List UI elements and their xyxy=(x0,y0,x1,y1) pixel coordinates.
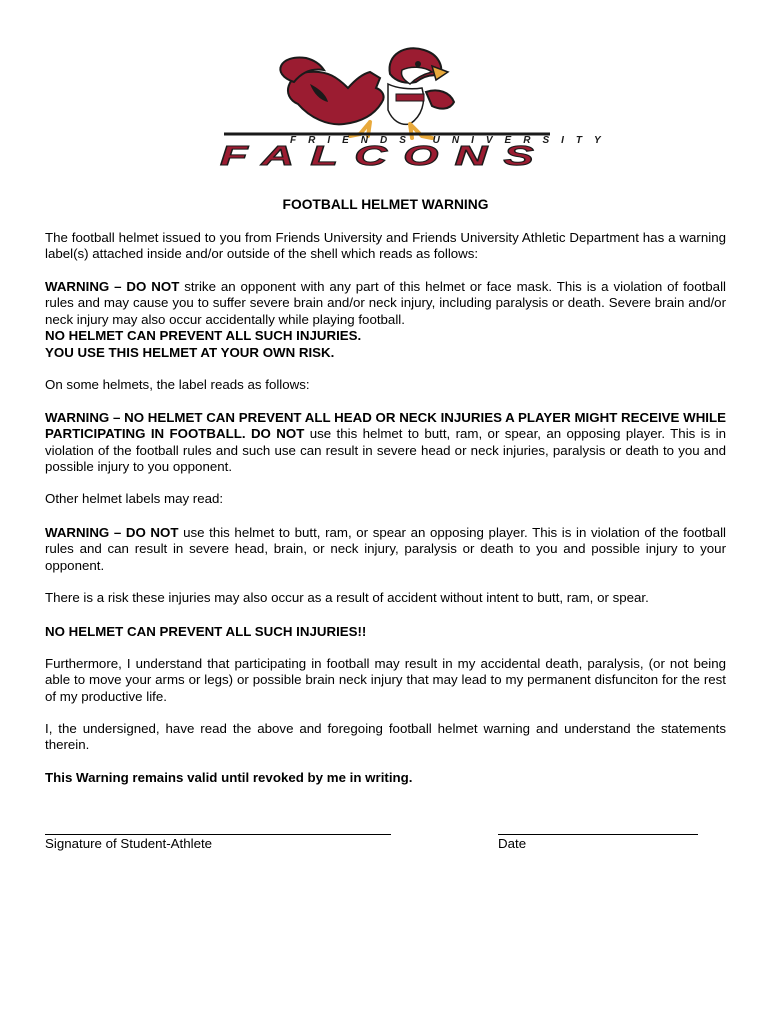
warning-2-paragraph xyxy=(45,410,726,475)
warning-1-line2: NO HELMET CAN PREVENT ALL SUCH INJURIES. xyxy=(45,328,362,343)
no-helmet-statement: NO HELMET CAN PREVENT ALL SUCH INJURIES!! xyxy=(45,624,367,639)
warning-1-lead: WARNING – DO NOT xyxy=(45,279,180,294)
warning-3-paragraph xyxy=(45,525,726,574)
signature-label: Signature of Student-Athlete xyxy=(45,836,213,851)
intro-paragraph: The football helmet issued to you from Friends University and Friends University Athletic Department has a warning label(s) attached inside and/or outside of the shell which reads as follows: xyxy=(45,230,726,262)
warning-1-line3: YOU USE THIS HELMET AT YOUR OWN RISK. xyxy=(45,345,335,360)
warning-3-body: use this helmet to butt, ram, or spear an opposing player. This is in violation of the football rules and can result in severe head, brain, or neck injury, paralysis or death to you and possible injury to your opponent. xyxy=(45,525,726,573)
warning-3-lead: WARNING – DO NOT xyxy=(45,525,179,540)
falcons-logo xyxy=(210,44,613,171)
date-line[interactable] xyxy=(498,834,698,835)
undersigned-paragraph: I, the undersigned, have read the above and foregoing football helmet warning and understand the statements therein. xyxy=(45,721,726,753)
warning-1-body: strike an opponent with any part of this helmet or face mask. This is a violation of football rules and may cause you to suffer severe brain and/or neck injury, including paralysis or death. Severe brain and/or neck injury may also occur accidentally while playing football. xyxy=(45,279,726,327)
logo-upper-text: FRIENDS UNIVERSITY xyxy=(290,135,613,146)
falcon-mascot-icon xyxy=(280,48,454,138)
label-intro: On some helmets, the label reads as follows: xyxy=(45,377,310,392)
logo-lower-text: FALCONS xyxy=(220,140,550,171)
signature-line[interactable] xyxy=(45,834,391,835)
risk-paragraph: There is a risk these injuries may also occur as a result of accident without intent to butt, ram, or spear. xyxy=(45,590,649,605)
warning-2-lead: WARNING – NO HELMET CAN PREVENT ALL HEAD OR NECK INJURIES A PLAYER MIGHT RECEIVE WHILE PARTICIPATING IN FOOTBALL. DO NOT xyxy=(45,410,726,442)
page-title: FOOTBALL HELMET WARNING xyxy=(282,197,489,212)
valid-statement: This Warning remains valid until revoked by me in writing. xyxy=(45,770,413,785)
date-label: Date xyxy=(498,836,527,851)
warning-2-body: use this helmet to butt, ram, or spear, an opposing player. This is in violation of the football rules and such use can result in severe head or neck injuries, paralysis or death to you and possible injury to you opponent. xyxy=(45,426,726,474)
other-labels: Other helmet labels may read: xyxy=(45,491,224,506)
furthermore-paragraph: Furthermore, I understand that participating in football may result in my accidental death, paralysis, (or not being able to move your arms or legs) or possible brain neck injury that may lead to my permanent disfunciton for the rest of my productive life. xyxy=(45,656,726,704)
warning-1-paragraph xyxy=(45,279,726,328)
